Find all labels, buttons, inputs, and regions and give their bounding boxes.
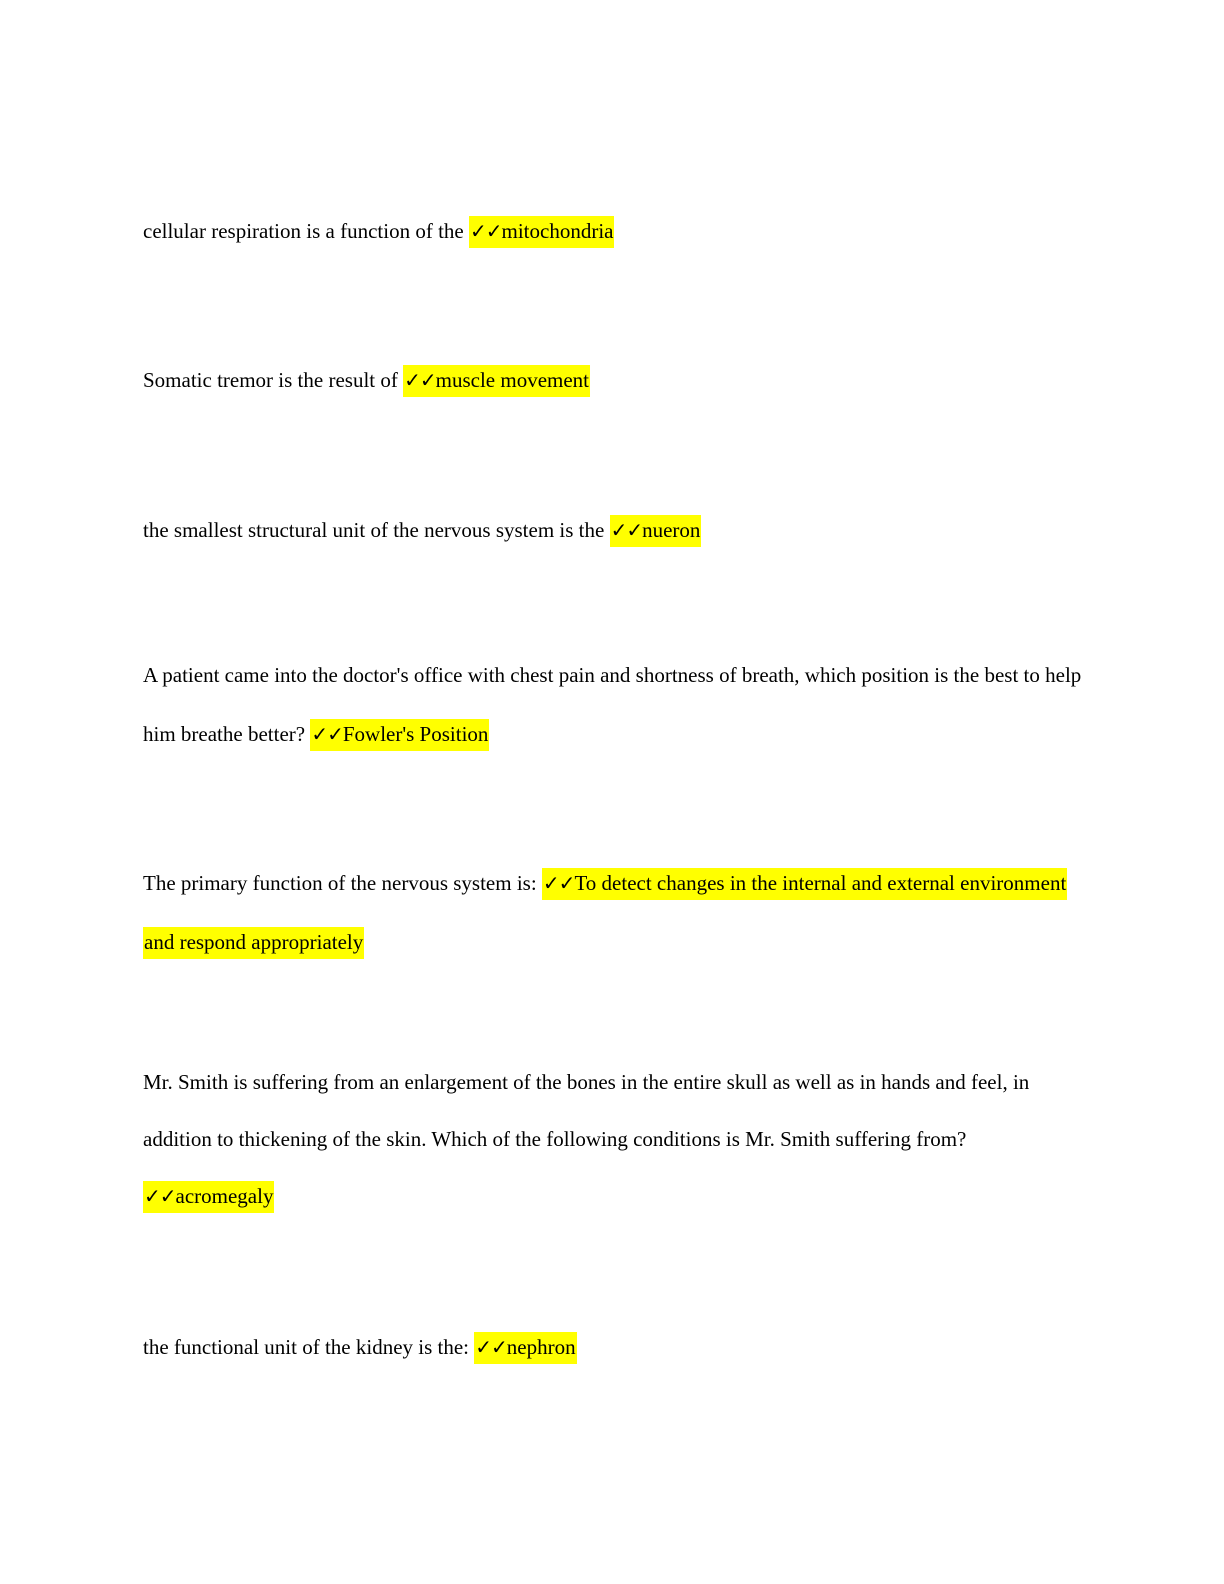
double-check-icon: ✓✓	[144, 1184, 176, 1208]
answer-highlight	[403, 365, 590, 397]
double-check-icon: ✓✓	[610, 518, 643, 542]
answer-highlight	[469, 216, 615, 248]
answer-highlight	[310, 719, 489, 751]
double-check-icon: ✓✓	[542, 871, 575, 895]
qa-item-7	[143, 1318, 1083, 1377]
qa-item-3	[143, 501, 1083, 560]
double-check-icon: ✓✓	[469, 219, 502, 243]
answer-text: nephron	[506, 1335, 576, 1359]
question-text: Mr. Smith is suffering from an enlargement of the bones in the entire skull as well as in hands and feel, in addition to thickening of the skin. Which of the following conditions is Mr. Smith suffering from?	[143, 1070, 1030, 1151]
answer-text: muscle movement	[435, 368, 590, 392]
answer-text: acromegaly	[175, 1184, 274, 1208]
qa-item-2	[143, 351, 1083, 410]
answer-highlight	[474, 1332, 576, 1364]
double-check-icon: ✓✓	[475, 1335, 507, 1359]
question-text: The primary function of the nervous system is:	[143, 871, 542, 895]
answer-text: nueron	[642, 518, 701, 542]
double-check-icon: ✓✓	[404, 368, 436, 392]
question-text: the functional unit of the kidney is the:	[143, 1335, 475, 1359]
answer-text: mitochondria	[501, 219, 614, 243]
question-text: Somatic tremor is the result of	[143, 368, 404, 392]
answer-highlight	[143, 1181, 274, 1213]
answer-text: Fowler's Position	[342, 722, 489, 746]
question-text: the smallest structural unit of the nervous system is the	[143, 518, 610, 542]
qa-item-4	[143, 646, 1083, 764]
double-check-icon: ✓✓	[311, 722, 343, 746]
qa-item-6	[143, 1054, 1083, 1225]
answer-text: To detect changes in the internal and external environment and respond appropriately	[144, 871, 1067, 954]
qa-item-1	[143, 202, 1083, 261]
question-text: cellular respiration is a function of the	[143, 219, 469, 243]
qa-item-5	[143, 854, 1083, 972]
question-text: A patient came into the doctor's office with chest pain and shortness of breath, which position is the best to help him breathe better?	[143, 663, 1082, 746]
answer-highlight	[610, 515, 702, 547]
